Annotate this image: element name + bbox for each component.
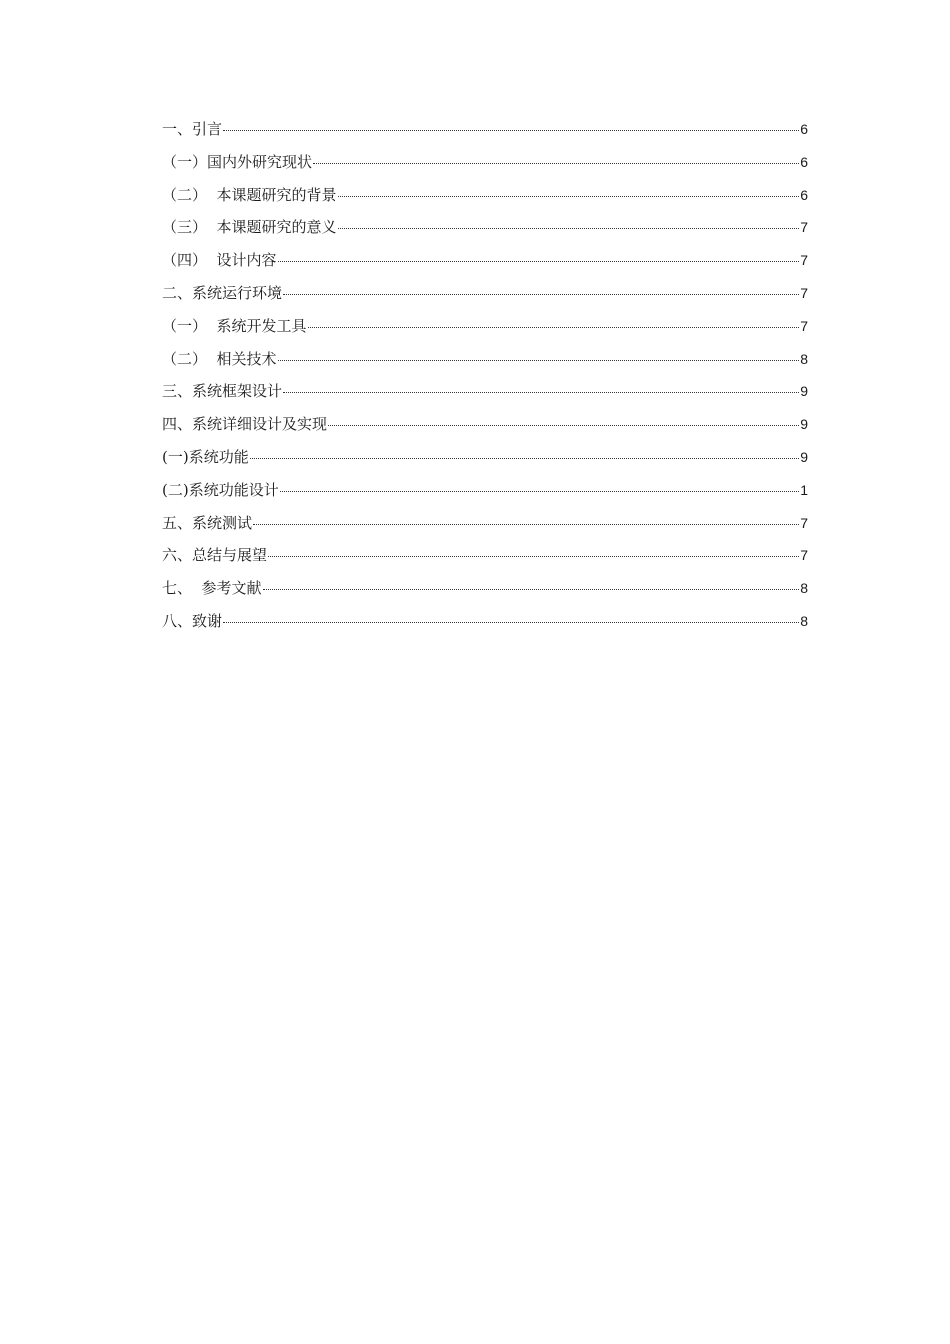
- toc-entry-label: 六、总结与展望: [162, 546, 268, 565]
- toc-leader-dots: [250, 458, 799, 459]
- toc-entry[interactable]: [162, 408, 808, 441]
- toc-entry-page: 7: [800, 219, 808, 236]
- toc-leader-dots: [308, 327, 800, 328]
- toc-entry[interactable]: [162, 277, 808, 310]
- toc-entry[interactable]: [162, 539, 808, 572]
- toc-entry-page: 7: [800, 547, 808, 564]
- toc-entry[interactable]: [162, 474, 808, 507]
- toc-entry-label: （二） 本课题研究的背景: [162, 185, 337, 204]
- toc-leader-dots: [253, 524, 799, 525]
- toc-leader-dots: [338, 196, 800, 197]
- toc-entry[interactable]: [162, 146, 808, 179]
- toc-leader-dots: [283, 392, 799, 393]
- toc-entry-page: 8: [800, 580, 808, 597]
- toc-entry-page: 6: [800, 186, 808, 203]
- toc-entry-page: 7: [800, 284, 808, 301]
- toc-entry[interactable]: [162, 441, 808, 474]
- table-of-contents: [162, 113, 808, 638]
- toc-entry-page: 9: [800, 448, 808, 465]
- toc-entry-page: 1: [800, 481, 808, 498]
- toc-entry-label: （四） 设计内容: [162, 251, 277, 270]
- toc-entry-page: 6: [800, 153, 808, 170]
- toc-entry-label: 三、系统框架设计: [162, 382, 283, 401]
- toc-leader-dots: [280, 491, 799, 492]
- toc-entry[interactable]: [162, 375, 808, 408]
- toc-entry-label: (一)系统功能: [162, 447, 249, 466]
- toc-entry-label: （二） 相关技术: [162, 349, 277, 368]
- toc-leader-dots: [283, 294, 799, 295]
- toc-entry-page: 6: [800, 121, 808, 137]
- toc-leader-dots: [278, 360, 800, 361]
- toc-entry-label: （一）国内外研究现状: [162, 152, 313, 171]
- toc-entry-page: 9: [800, 416, 808, 433]
- toc-leader-dots: [278, 261, 800, 262]
- toc-entry[interactable]: [162, 605, 808, 638]
- toc-entry[interactable]: [162, 572, 808, 605]
- toc-entry-label: 二、系统运行环境: [162, 283, 283, 302]
- toc-entry-label: 四、系统详细设计及实现: [162, 415, 328, 434]
- toc-entry-page: 7: [800, 514, 808, 531]
- toc-entry-page: 8: [800, 612, 808, 629]
- toc-leader-dots: [338, 228, 800, 229]
- toc-entry[interactable]: [162, 113, 808, 146]
- toc-entry-page: 7: [800, 252, 808, 269]
- toc-leader-dots: [263, 589, 800, 590]
- toc-entry-label: 八、致谢: [162, 611, 223, 630]
- toc-entry[interactable]: [162, 343, 808, 376]
- toc-entry-label: (二)系统功能设计: [162, 480, 279, 499]
- toc-entry-page: 7: [800, 317, 808, 334]
- toc-entry-label: （三） 本课题研究的意义: [162, 218, 337, 237]
- toc-entry[interactable]: [162, 507, 808, 540]
- toc-leader-dots: [328, 425, 799, 426]
- toc-leader-dots: [313, 163, 799, 164]
- toc-entry-label: 七、 参考文献: [162, 579, 262, 598]
- toc-entry-label: 五、系统测试: [162, 513, 253, 532]
- toc-leader-dots: [268, 556, 799, 557]
- toc-entry-page: 8: [800, 350, 808, 367]
- toc-entry[interactable]: [162, 310, 808, 343]
- toc-leader-dots: [223, 130, 799, 131]
- toc-leader-dots: [223, 622, 799, 623]
- toc-entry-label: 一、引言: [162, 120, 223, 138]
- toc-entry[interactable]: [162, 244, 808, 277]
- toc-entry-label: （一） 系统开发工具: [162, 316, 307, 335]
- toc-entry-page: 9: [800, 383, 808, 400]
- toc-entry[interactable]: [162, 211, 808, 244]
- toc-entry[interactable]: [162, 179, 808, 212]
